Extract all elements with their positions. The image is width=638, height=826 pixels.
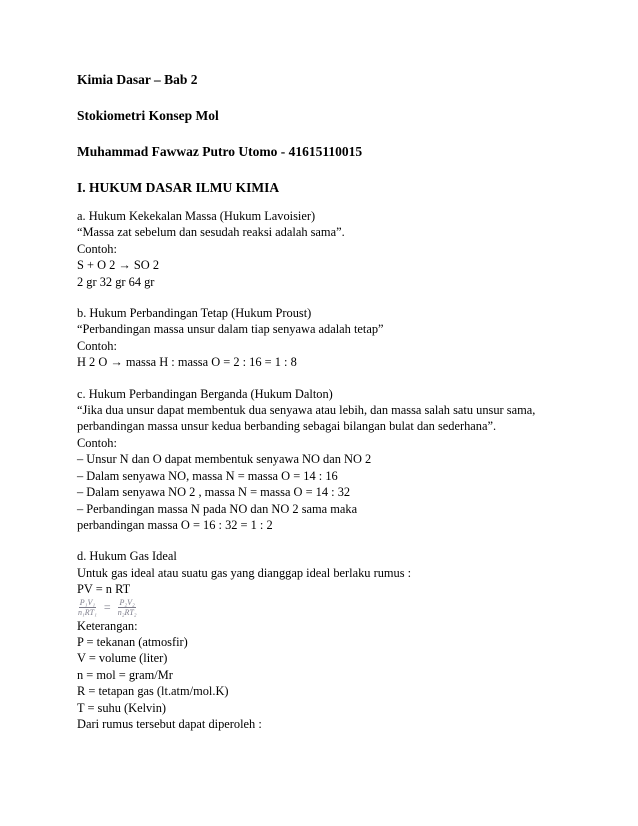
law-c-statement: “Jika dua unsur dapat membentuk dua senyawa atau lebih, dan massa salah satu unsur sama, [77, 403, 536, 418]
equals-sign: = [103, 600, 111, 615]
gas-ratio-formula [77, 598, 567, 618]
legend-item: n = mol = gram/Mr [77, 667, 173, 682]
law-d-intro: Untuk gas ideal atau suatu gas yang dianggap ideal berlaku rumus : [77, 565, 412, 580]
law-a-example-line: 2 gr 32 gr 64 gr [77, 274, 155, 289]
section-title: I. HUKUM DASAR ILMU KIMIA [77, 180, 280, 195]
law-d-block [77, 548, 567, 732]
right-numerator: P₂V₂ [119, 598, 135, 608]
left-numerator: P₁V₁ [79, 598, 96, 608]
law-b-example-line: H 2 O → massa H : massa O = 2 : 16 = 1 : 8 [77, 355, 297, 370]
legend-label: Keterangan: [77, 618, 138, 633]
law-c-title: c. Hukum Perbandingan Berganda (Hukum Dalton) [77, 386, 333, 401]
law-c-example-line: – Dalam senyawa NO, massa N = massa O = 14 : 16 [77, 468, 338, 483]
left-denominator: n₁RT₁ [78, 608, 97, 618]
law-d-title: d. Hukum Gas Ideal [77, 549, 177, 564]
left-fraction [77, 598, 98, 617]
closing-line: Dari rumus tersebut dapat diperoleh : [77, 716, 262, 731]
law-d-formula: PV = n RT [77, 582, 131, 597]
legend-item: V = volume (liter) [77, 651, 168, 666]
law-c-example-line: – Dalam senyawa NO 2 , massa N = massa O = 14 : 32 [77, 485, 351, 500]
legend-item: P = tekanan (atmosfir) [77, 634, 188, 649]
course-title: Kimia Dasar – Bab 2 [77, 72, 198, 87]
law-b-statement: “Perbandingan massa unsur dalam tiap senyawa adalah tetap” [77, 322, 384, 337]
right-denominator: n₂RT₂ [117, 608, 137, 618]
law-b-title: b. Hukum Perbandingan Tetap (Hukum Proust) [77, 306, 312, 321]
law-a-statement: “Massa zat sebelum dan sesudah reaksi adalah sama”. [77, 225, 345, 240]
law-a-title: a. Hukum Kekekalan Massa (Hukum Lavoisier) [77, 209, 316, 223]
legend-item: T = suhu (Kelvin) [77, 700, 167, 715]
law-a-block [77, 208, 567, 290]
law-c-example-line: – Perbandingan massa N pada NO dan NO 2 sama maka [77, 501, 358, 516]
law-c-example-label: Contoh: [77, 435, 117, 450]
law-b-block [77, 305, 567, 371]
author-line: Muhammad Fawwaz Putro Utomo - 41615110015 [77, 144, 363, 159]
law-a-example-line: S + O 2 → SO 2 [77, 258, 160, 273]
topic-title: Stokiometri Konsep Mol [77, 108, 219, 123]
law-c-block [77, 386, 567, 534]
law-c-statement: perbandingan massa unsur kedua berbanding sebagai bilangan bulat dan sederhana”. [77, 419, 497, 434]
law-a-example-label: Contoh: [77, 241, 117, 256]
right-fraction [117, 598, 138, 617]
law-b-example-label: Contoh: [77, 338, 117, 353]
law-c-example-line: – Unsur N dan O dapat membentuk senyawa NO dan NO 2 [77, 452, 372, 467]
legend-item: R = tetapan gas (lt.atm/mol.K) [77, 684, 229, 699]
law-c-example-line: perbandingan massa O = 16 : 32 = 1 : 2 [77, 517, 273, 532]
document-page [77, 72, 567, 732]
